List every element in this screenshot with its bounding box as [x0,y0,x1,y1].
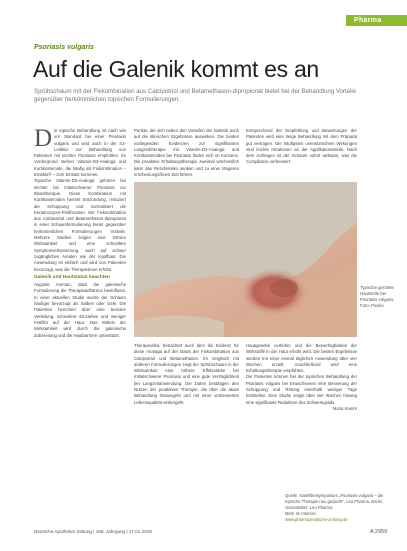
column-1-paragraph-3: Auguste Amman, dass die galenische Formulierung die Therapieadhärenz beeinflusst. In einer aktuellen Studie wurde der Schaum häufiger bevorzugt als Salben oder Gele. Die Patienten berichten über eine bessere Verteilung, schnellere Einziehen und weniger Fettfilm auf der Haut. Das Mitteln der Wirksamkeit wird durch die galenische Zubereitung und die Hautbarriere unterstützt. [34,282,126,338]
column-3-paragraph-3: Die Patienten können bei der topischen Behandlung der Psoriasis vulgaris bei Erwachsenen eine Besserung der Schuppung und Rötung innerhalb weniger Tage feststellen. Eine Studie zeigte über vier Wochen hinweg eine signifikante Reduktion des Schweregrads. [246,374,357,405]
headline: Auf die Galenik kommt es an [33,56,319,82]
photo-caption: Typische gerötete Hautstelle bei Psoriasis vulgaris. Foto: Pixelio [360,285,395,308]
elbow-photo-image [134,182,357,337]
column-2-paragraph-1: Punkte, die sich neben den Vorteilen der Galenik auch auf die klinischen Ergebnisse auswirken. Die beiden vorliegenden Evidenzen zur signifikanten Langzeittherapie mit Vitamin-D3-Analoga und Kortikosteroiden bei Psoriasis finden sich im Konsens. Die proaktive Erhaltungstherapie zweimal wöchentlich kann das Rezidivrisiko senken und zu einer längeren erscheinungsfreien Zeit führen. [134,128,239,178]
source-box [285,493,385,523]
lead-paragraph: Sprühschaum mit der Fixkombination aus Calcipotriol und Betamethason-dipropionat bietet bei der Behandlung Vorteile gegenüber herkömmlichen topischen Formulierungen. [34,88,357,103]
column-2-paragraph-2: Therapeutika, betrachtet auch dem die Evidenz für diese Analoga auf der Basis der Fixkombination aus Calcipotriol und Betamethason. Im Vergleich mit anderen Formulierungen zeigt der Sprühschaum in der Wirksamkeit eine höhere Effektstärke bei mittelschwerer Psoriasis und eine gute Verträglichkeit bei Langzeitanwendung. Die Daten bestätigen den Nutzen der proaktiven Therapie, die über die akute Behandlung hinausgeht und mit einer verbesserten Lebensqualität einhergeht. [134,343,239,405]
column-1 [34,128,126,523]
section-tab: Pharma [346,15,407,26]
column-2-bottom [134,343,239,523]
footer-publication: Deutsche Apotheker Zeitung | 158. Jahrgang | 17.01.2019 [34,529,152,534]
author-signature: Maria Kamm [332,405,357,411]
column-3-paragraph-1: Entsprechend der Empfehlung und Bewertungen der Patienten wird eine lange Behandlung mit dem Präparat gut vertragen. Die häufigsten unerwünschten Wirkungen sind leichte Irritationen an der Applikationsstelle. Nach dem Auftragen ist der Schaum sofort wirksam, was die Compliance verbessert. [246,128,357,165]
source-link[interactable]: www.pharmazeutische-zeitung.de [285,517,348,522]
source-link-label: Mehr im Internet: [285,511,317,516]
dropcap: D [34,128,53,152]
elbow-photo [134,182,357,337]
column-3-bottom [246,343,357,488]
subheading: Galenik und Hautstatus beachten [34,274,110,280]
source-text: Quelle: Satellitensymposium „Psoriasis vulgaris – die topische Therapie neu gedacht“, Leo Pharma, Berlin, Veranstalter: Leo Pharma [285,493,384,510]
footer-page-number: A 2959 [370,529,388,535]
kicker: Psoriasis vulgaris [34,44,94,51]
column-2-top [134,128,239,180]
column-1-paragraph-1: Die topische Behandlung ist nach wie vor Standard bei einer Psoriasis vulgaris und wird auch in der S3-Leitlinie zur Behandlung von Patienten mit leichter Psoriasis empfohlen. Im Vordergrund stehen Vitamin-D3-Analoga und Kortikosteroide, die häufig als Fixkombination – Enstilar® – zum Einsatz kommen. [34,128,126,178]
column-3-top [246,128,357,180]
column-3-paragraph-2: Hautgewebe vertiefen und die Bioverfügbarkeit der Wirkstoffe in der Haut erhöht wird. Die besten Ergebnisse werden mit einer einmal täglichen Anwendung über vier Wochen erzielt. Anschließend wird eine Erhaltungstherapie empfohlen. [246,343,357,374]
column-1-paragraph-2: Topische Vitamin-D3-Analoga gehören bei leichter bis mittelschwerer Psoriasis zur Basistherapie. Diese Kombination mit Kortikosteroiden hemmt Entzündung, reduziert die Schuppung und normalisiert die Keratinozyten-Proliferation. Die Fixkombination aus Calcipotriol und Betamethason-dipropionat in einer Schaumformulierung bietet gegenüber herkömmlichen Formulierungen Vorteile. Mehrere Studien zeigen eine höhere Wirksamkeit und eine schnellere Symptomverbesserung, auch auf schwer zugänglichen Arealen wie der Kopfhaut. Die Anwendung ist einfach und wird von Patienten bevorzugt, was die Therapietreue erhöht. [34,178,126,272]
